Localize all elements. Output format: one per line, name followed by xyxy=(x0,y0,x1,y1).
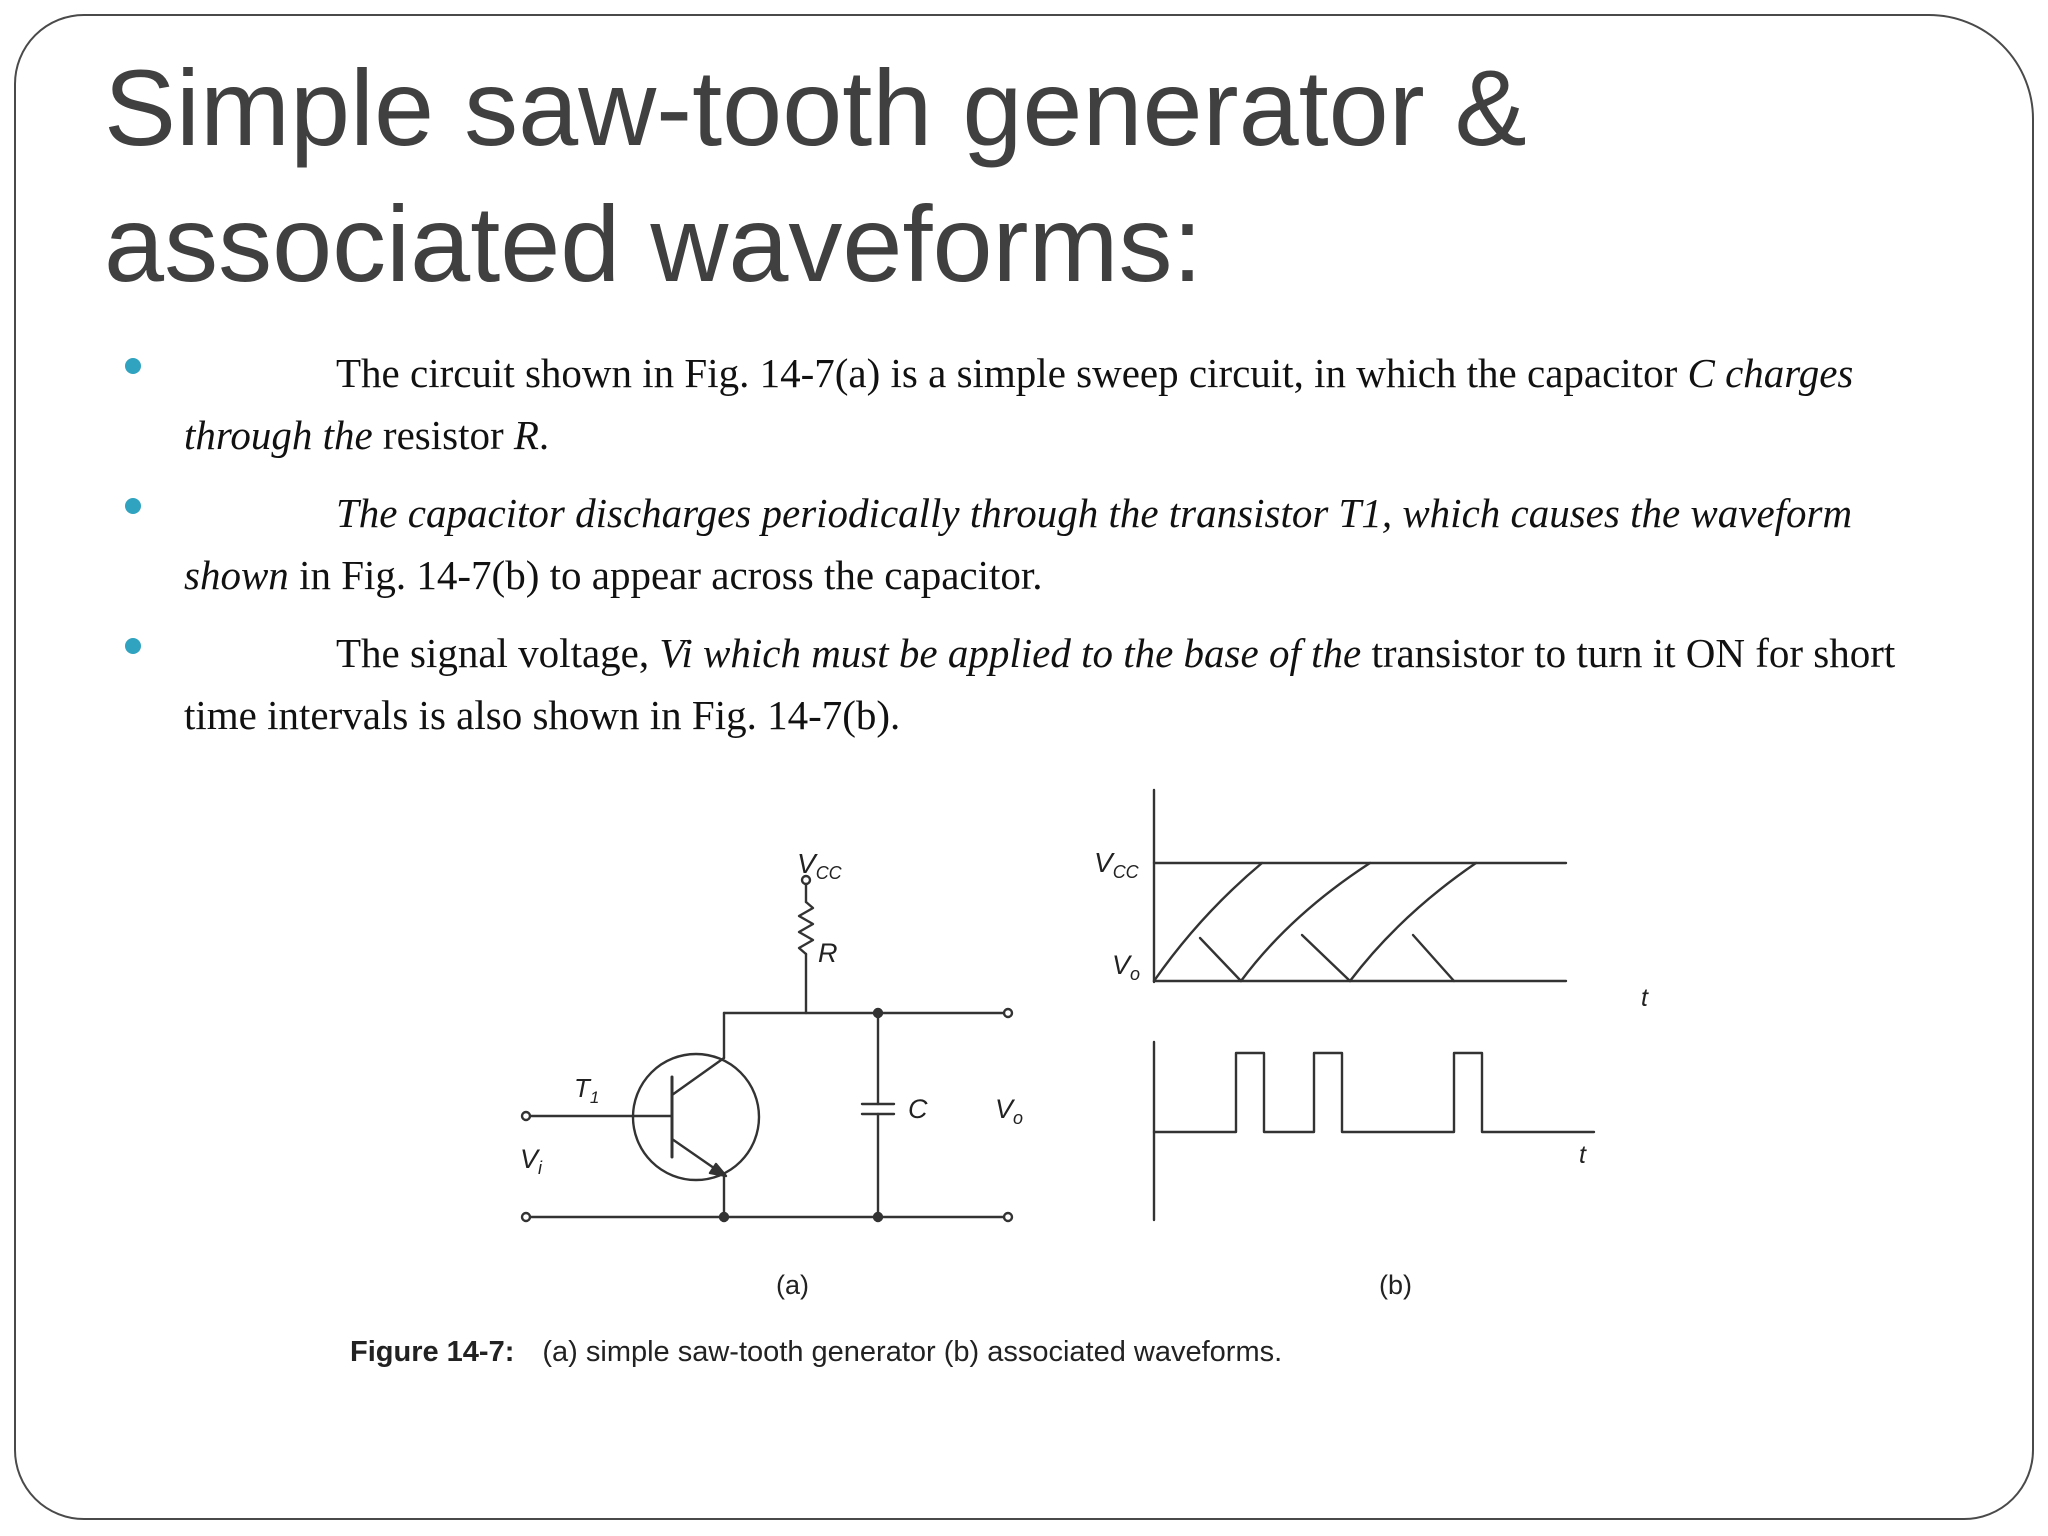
label-t1: $T_1$ xyxy=(574,1073,600,1107)
resistor-r xyxy=(799,902,813,954)
label-vi: $V_i$ xyxy=(520,1144,543,1178)
discharge-2 xyxy=(1302,935,1350,981)
bullet-1-text-c: resistor xyxy=(372,412,514,458)
title-line-1: Simple saw-tooth generator & xyxy=(104,47,1527,168)
label-r: R xyxy=(818,938,838,968)
discharge-3 xyxy=(1413,935,1454,981)
label-t-bottom: t xyxy=(1579,1141,1586,1169)
charge-curve-3 xyxy=(1350,863,1476,981)
vo-terminal-bottom xyxy=(1004,1213,1012,1221)
collector-lead xyxy=(672,1058,724,1095)
bullet-3-text-c: transistor to turn it ON for short time intervals is also shown in Fig. 14-7(b). xyxy=(184,630,1896,738)
bullet-3-text-a: The signal voltage, xyxy=(336,630,660,676)
bullet-1-text-b: C charges through the xyxy=(184,350,1854,458)
bullet-2-text-b: in Fig. 14-7(b) to appear across the capacitor. xyxy=(288,552,1043,598)
bullet-item-2 xyxy=(184,482,1944,606)
figure-caption xyxy=(350,1336,1282,1369)
label-vo-circuit: $V_o$ xyxy=(995,1094,1024,1128)
bullet-dot-icon xyxy=(125,358,141,374)
slide-title xyxy=(104,40,1854,312)
bullet-1-text-e: . xyxy=(538,412,550,458)
bullet-3-text-b: Vi which must be applied to the base of the xyxy=(659,630,1362,676)
waveform-diagram xyxy=(1154,790,1594,1220)
label-t-top: t xyxy=(1641,984,1648,1012)
vi-terminal-bottom xyxy=(522,1213,530,1221)
circuit-diagram xyxy=(522,876,1012,1221)
label-vcc-wave: $V_{CC}$ xyxy=(1094,847,1139,882)
label-panel-a: (a) xyxy=(776,1270,809,1300)
bullet-1-text-a: The circuit shown in Fig. 14-7(a) is a simple sweep circuit, in which the capacitor xyxy=(336,350,1688,396)
caption-label: Figure 14-7: xyxy=(350,1336,515,1368)
node-bottom-left xyxy=(720,1213,728,1221)
bullet-1-text-d: R xyxy=(513,412,539,458)
charge-curve-1 xyxy=(1154,863,1262,981)
discharge-1 xyxy=(1200,938,1241,981)
bullet-dot-icon xyxy=(125,498,141,514)
bullet-2-text-a: The capacitor discharges periodically through the transistor T1, which causes the waveform shown xyxy=(184,490,1853,598)
figure-diagram xyxy=(500,770,1740,1330)
vi-terminal-top xyxy=(522,1112,530,1120)
caption-text: (a) simple saw-tooth generator (b) associated waveforms. xyxy=(542,1336,1283,1368)
figure-14-7 xyxy=(500,770,1740,1390)
label-panel-b: (b) xyxy=(1379,1270,1412,1300)
title-line-2: associated waveforms: xyxy=(104,183,1203,304)
bullet-item-1 xyxy=(184,342,1944,466)
bullet-list xyxy=(184,342,1944,762)
label-c: C xyxy=(908,1094,928,1124)
bullet-item-3 xyxy=(184,622,1944,746)
label-vo-wave: $V_o$ xyxy=(1112,950,1141,984)
pulse-train xyxy=(1154,1053,1594,1132)
bullet-dot-icon xyxy=(125,638,141,654)
label-vcc-circuit: $V_{CC}$ xyxy=(797,848,842,883)
charge-curve-2 xyxy=(1241,863,1370,981)
